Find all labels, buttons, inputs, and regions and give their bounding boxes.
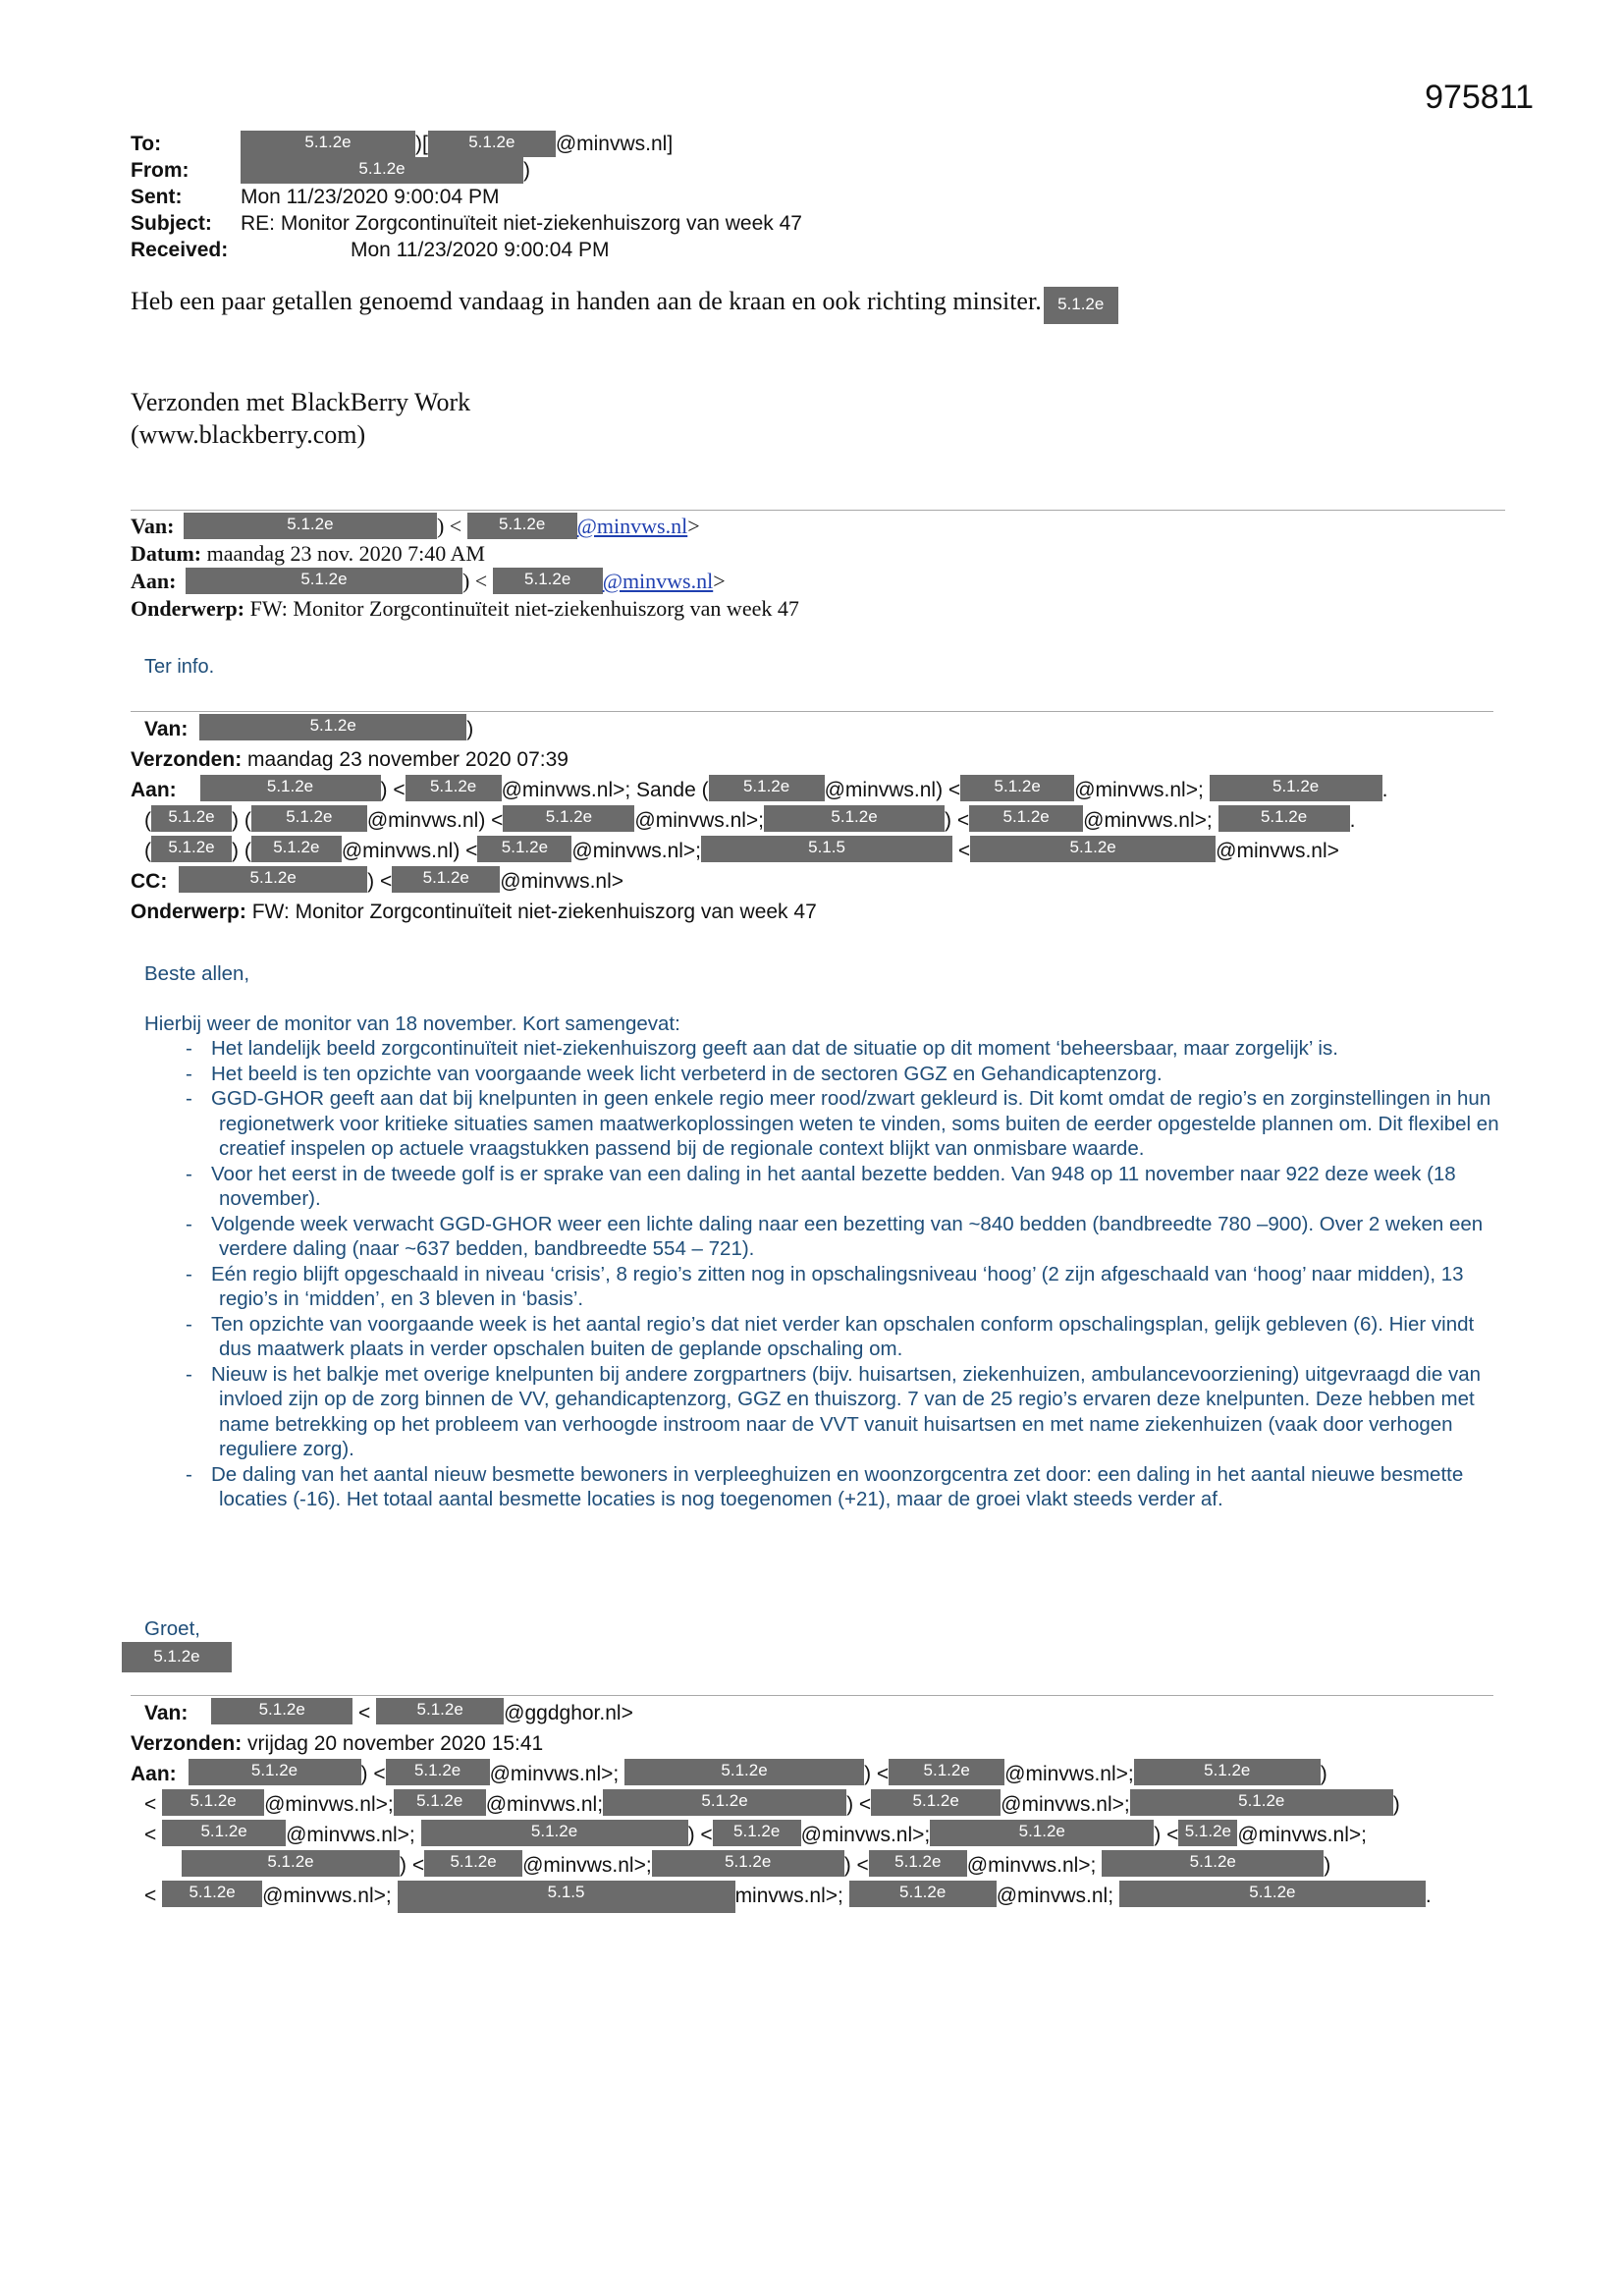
list-item: - GGD-GHOR geeft aan dat bij knelpunten in geen enkele regio meer rood/zwart gekleurd is. Dit komt omdat de regio’s en zorginstellingen in hun regionetwerk voor kritieke situaties samen maatwerkoplossingen weten te vinden, soms buiten de eerder opgestelde plannen om. Dit flexibel en creatief inspelen op actuele vraagstukken passend bij de regionale context blijkt van onmisbare waarde. [186, 1087, 1499, 1160]
van-label: Van: [131, 514, 175, 538]
sep: @minvws.nl>; [1001, 1793, 1130, 1816]
signature-line2: (www.blackberry.com) [131, 420, 366, 449]
van-label: Van: [144, 1702, 189, 1724]
sep: @minvws.nl> [1216, 840, 1339, 862]
email4-header [131, 1698, 1432, 1911]
from-label: From: [131, 159, 189, 182]
redaction: 5.1.2e [386, 1759, 490, 1785]
sep: ) ( [232, 809, 251, 832]
divider [131, 1695, 1493, 1696]
onderwerp-value: FW: Monitor Zorgcontinuïteit niet-ziekenhuiszorg van week 47 [249, 596, 799, 621]
redaction: 5.1.2e [424, 1850, 522, 1877]
sep: @minvws.nl) < [366, 809, 504, 832]
sep: < [144, 1824, 157, 1846]
redaction: 5.1.2e [182, 1850, 400, 1877]
sep: @minvws.nl> [500, 870, 624, 893]
list-item: - Ten opzichte van voorgaande week is het aantal regio’s dat niet verder kan opschalen conform opschalingsplan, gelijk gebleven (6). Hier vindt dus maatwerk plaats in verder opschalen buiten de geplande opschaling om. [186, 1312, 1475, 1360]
list-item-text: De daling van het aantal nieuw besmette bewoners in verpleeghuizen en woonzorgcentra zet door: een daling in het aantal nieuwe besmette locaties (-16). Het totaal aantal besmette locaties is nog toegenomen (+21), maar de groei vlakt steeds verder af. [211, 1462, 1464, 1510]
verzonden-label: Verzonden: [131, 748, 243, 771]
redaction: 5.1.2e [199, 714, 466, 740]
redaction: 5.1.2e [969, 805, 1083, 832]
sep: @minvws.nl>; [1004, 1763, 1134, 1785]
sep: @minvws.nl>; [634, 809, 765, 832]
sep: @minvws.nl>; [800, 1824, 931, 1846]
redaction: 5.1.2e [179, 866, 367, 893]
redaction: 5.1.2e [162, 1820, 286, 1846]
sep: ) < [945, 809, 970, 832]
verzonden-value: maandag 23 november 2020 07:39 [247, 748, 568, 771]
sep: @minvws.nl>; [571, 840, 702, 862]
datum-value: maandag 23 nov. 2020 7:40 AM [206, 541, 485, 566]
gt: > [687, 514, 700, 538]
sep: @minvws.nl>; [1083, 809, 1213, 832]
redaction: 5.1.2e [184, 513, 437, 539]
list-item-text: Voor het eerst in de tweede golf is er sprake van een daling in het aantal bezette bedden. Van 948 op 11 november naar 922 deze week (18 november). [211, 1162, 1456, 1210]
email2-header [131, 513, 799, 623]
aan-label: Aan: [131, 1763, 177, 1785]
divider [131, 510, 1505, 511]
sent-label: Sent: [131, 186, 183, 208]
gt: > [713, 569, 726, 593]
close-paren: ) [466, 718, 474, 740]
sep: ) < [400, 1854, 425, 1877]
email3-body [144, 961, 1499, 1512]
sep: @minvws.nl>; [489, 1763, 620, 1785]
separator: ) < [461, 569, 488, 593]
sep: < [358, 1702, 371, 1724]
redaction: 5.1.2e [394, 1789, 486, 1816]
redaction: 5.1.2e [503, 805, 634, 832]
sep: < [957, 840, 971, 862]
list-item: - Voor het eerst in de tweede golf is er sprake van een daling in het aantal bezette bedden. Van 948 op 11 november naar 922 deze week (18 november). [186, 1162, 1456, 1210]
email1-body [131, 287, 1118, 324]
sep: ) < [360, 1763, 386, 1785]
list-item-text: GGD-GHOR geeft aan dat bij knelpunten in geen enkele regio meer rood/zwart gekleurd is. Dit komt omdat de regio’s en zorginstellingen in hun regionetwerk voor kritieke situaties samen maatwerkoplossingen weten te vinden, soms buiten de eerder opgestelde plannen om. Dit flexibel en creatief inspelen op actuele vraagstukken passend bij de regionale context blijkt van onmisbare waarde. [211, 1087, 1499, 1160]
email3-header [131, 714, 1387, 927]
sep: @minvws.nl; [996, 1885, 1114, 1907]
redaction: 5.1.2e [428, 131, 556, 157]
redaction: 5.1.2e [1044, 287, 1118, 324]
redaction: 5.1.2e [869, 1850, 967, 1877]
sep: ) < [380, 779, 406, 801]
sep: ) [1320, 1763, 1327, 1785]
redaction: 5.1.2e [467, 513, 577, 539]
redaction: 5.1.2e [1134, 1759, 1321, 1785]
list-item-text: Het landelijk beeld zorgcontinuïteit niet-ziekenhuiszorg geeft aan dat de situatie op dit moment ‘beheersbaar, maar zorgelijk’ is. [211, 1037, 1338, 1060]
redaction: 5.1.2e [477, 836, 571, 862]
redaction: 5.1.2e [162, 1789, 264, 1816]
sep: ) [1324, 1854, 1331, 1877]
list-item: - Volgende week verwacht GGD-GHOR weer een lichte daling naar een bezetting van ~840 bedden (bandbreedte 780 –900). Over 2 weken een verdere daling (naar ~637 bedden, bandbreedte 554 – 721). [186, 1212, 1484, 1260]
list-item-text: Eén regio blijft opgeschaald in niveau ‘crisis’, 8 regio’s zitten nog in opschalingsniveau ‘hoog’ (2 zijn afgeschaald van ‘hoog’ naar midden), 13 regio’s in ‘midden’, en 3 bleven in ‘basis’. [211, 1262, 1464, 1310]
redaction: 5.1.5 [701, 836, 952, 862]
redaction: 5.1.2e [1130, 1789, 1393, 1816]
redaction: 5.1.2e [871, 1789, 1001, 1816]
list-item-text: Ten opzichte van voorgaande week is het aantal regio’s dat niet verder kan opschalen conform opschalingsplan, gelijk gebleven (6). Hier vindt dus maatwerk plaats in verder opschalen buiten de geplande opschaling om. [211, 1312, 1475, 1360]
redaction: 5.1.2e [241, 131, 415, 157]
subject-label: Subject: [131, 212, 212, 235]
sep: @minvws.nl>; [286, 1824, 415, 1846]
sep: @minvws.nl>; [1074, 779, 1204, 801]
redaction: 5.1.2e [713, 1820, 801, 1846]
redaction: 5.1.2e [122, 1642, 232, 1672]
redaction: 5.1.5 [398, 1881, 735, 1913]
separator: ) < [436, 514, 462, 538]
van-label: Van: [144, 718, 189, 740]
redaction: 5.1.2e [251, 836, 342, 862]
sep: @minvws.nl) < [341, 840, 478, 862]
closing: Groet, [144, 1617, 200, 1640]
subject-value: RE: Monitor Zorgcontinuïteit niet-ziekenhuiszorg van week 47 [241, 212, 802, 235]
aan-label: Aan: [131, 569, 177, 593]
sep: < [144, 1885, 157, 1907]
document-number: 975811 [1425, 79, 1534, 116]
sep: ( [144, 840, 151, 862]
redaction: 5.1.2e [392, 866, 500, 893]
list-item: - Nieuw is het balkje met overige knelpunten bij andere zorgpartners (bijv. huisartsen, ziekenhuizen, ambulancevoorziening) uitgevraagd die van invloed zijn op de zorg binnen de VV, gehandicaptenzorg, GGZ en thuiszorg. 7 van de 25 regio’s ervaren deze knelpunten. Deze hebben met name betrekking op het probleem van verhoogde instroom naar de VVT vanuit huisartsen en met name ziekenhuizen (vaak door verhogen reguliere zorg). [186, 1362, 1482, 1460]
greeting: Beste allen, [144, 962, 250, 985]
to-separator: )[ [415, 133, 428, 155]
sep: @minvws.nl) < [824, 779, 961, 801]
onderwerp-label: Onderwerp: [131, 901, 246, 923]
verzonden-value: vrijdag 20 november 2020 15:41 [247, 1732, 544, 1755]
sep: ( [144, 809, 151, 832]
sep: @minvws.nl>; [264, 1793, 394, 1816]
email2-body: Ter info. [144, 656, 215, 678]
sent-value: Mon 11/23/2020 9:00:04 PM [241, 186, 500, 208]
list-item: - De daling van het aantal nieuw besmette bewoners in verpleeghuizen en woonzorgcentra zet door: een daling in het aantal nieuwe besmette locaties (-16). Het totaal aantal besmette locaties is nog toegenomen (+21), maar de groei vlakt steeds verder af. [186, 1462, 1464, 1510]
received-value: Mon 11/23/2020 9:00:04 PM [351, 239, 610, 261]
redaction: 5.1.2e [1102, 1850, 1324, 1877]
email1-signature [131, 386, 470, 451]
redaction: 5.1.2e [200, 775, 381, 801]
email-link[interactable]: @minvws.nl [602, 569, 714, 593]
redaction: 5.1.2e [1218, 805, 1350, 832]
sep: @minvws.nl>; [262, 1885, 392, 1907]
redaction: 5.1.2e [652, 1850, 844, 1877]
summary-list [144, 1036, 1499, 1512]
list-item: - Het beeld is ten opzichte van voorgaande week licht verbeterd in de sectoren GGZ en Gehandicaptenzorg. [186, 1062, 1163, 1085]
sep: . [1425, 1885, 1432, 1907]
redaction: 5.1.2e [624, 1759, 864, 1785]
redaction: 5.1.2e [421, 1820, 688, 1846]
sep: < [144, 1793, 157, 1816]
email1-body-text: Heb een paar getallen genoemd vandaag in handen aan de kraan en ook richting minsiter. [131, 287, 1042, 315]
sep: @minvws.nl>; [1237, 1824, 1367, 1846]
redaction: 5.1.2e [930, 1820, 1154, 1846]
list-item-text: Nieuw is het balkje met overige knelpunten bij andere zorgpartners (bijv. huisartsen, ziekenhuizen, ambulancevoorziening) uitgevraagd die van invloed zijn op de zorg binnen de VV, gehandicaptenzorg, GGZ en thuiszorg. 7 van de 25 regio’s ervaren deze knelpunten. Deze hebben met name betrekking op het probleem van verhoogde instroom naar de VVT vanuit huisartsen en met name ziekenhuizen (vaak door verhogen reguliere zorg). [211, 1362, 1482, 1460]
redaction: 5.1.2e [151, 805, 232, 832]
onderwerp-value: FW: Monitor Zorgcontinuïteit niet-ziekenhuiszorg van week 47 [251, 901, 817, 923]
to-domain: @minvws.nl] [555, 133, 674, 155]
redaction: 5.1.2e [151, 836, 232, 862]
signature-line1: Verzonden met BlackBerry Work [131, 388, 471, 416]
redaction: 5.1.2e [1210, 775, 1382, 801]
sep: . [1381, 779, 1388, 801]
redaction: 5.1.2e [493, 568, 603, 594]
redaction: 5.1.2e [251, 805, 367, 832]
onderwerp-label: Onderwerp: [131, 596, 245, 621]
sep: @minvws.nl>; [522, 1854, 652, 1877]
sep: ) < [367, 870, 393, 893]
intro: Hierbij weer de monitor van 18 november. Kort samengevat: [144, 1011, 680, 1035]
verzonden-label: Verzonden: [131, 1732, 243, 1755]
to-label: To: [131, 133, 162, 155]
redaction: 5.1.2e [764, 805, 945, 832]
from-close: ) [523, 159, 530, 182]
redaction: 5.1.2e [849, 1881, 997, 1907]
sep: minvws.nl>; [734, 1885, 843, 1907]
redaction: 5.1.2e [406, 775, 502, 801]
redaction: 5.1.2e [241, 157, 523, 184]
sep: ) < [843, 1854, 869, 1877]
sep: ) < [846, 1793, 872, 1816]
redaction: 5.1.2e [376, 1698, 504, 1724]
sep: ) ( [232, 840, 251, 862]
redaction: 5.1.2e [189, 1759, 361, 1785]
sep: ) < [1154, 1824, 1179, 1846]
redaction: 5.1.2e [960, 775, 1074, 801]
redaction: 5.1.2e [1178, 1820, 1237, 1846]
van-domain: @ggdghor.nl> [504, 1702, 633, 1724]
sep: ) [1392, 1793, 1400, 1816]
sep: . [1349, 809, 1356, 832]
redaction: 5.1.2e [889, 1759, 1004, 1785]
list-item: - Het landelijk beeld zorgcontinuïteit niet-ziekenhuiszorg geeft aan dat de situatie op dit moment ‘beheersbaar, maar zorgelijk’ is. [186, 1037, 1338, 1060]
sep: ) < [864, 1763, 890, 1785]
redaction: 5.1.2e [709, 775, 825, 801]
email-link[interactable]: @minvws.nl [576, 514, 688, 538]
redaction: 5.1.2e [970, 836, 1216, 862]
sep: @minvws.nl; [485, 1793, 604, 1816]
sep: @minvws.nl>; Sande ( [501, 779, 709, 801]
datum-label: Datum: [131, 541, 202, 566]
list-item: - Eén regio blijft opgeschaald in niveau ‘crisis’, 8 regio’s zitten nog in opschalingsniveau ‘hoog’ (2 zijn afgeschaald van ‘hoog’ naar midden), 13 regio’s in ‘midden’, en 3 bleven in ‘basis’. [186, 1262, 1464, 1310]
cc-label: CC: [131, 870, 168, 893]
redaction: 5.1.2e [186, 568, 462, 594]
redaction: 5.1.2e [1119, 1881, 1426, 1907]
aan-label: Aan: [131, 779, 177, 801]
sep: @minvws.nl>; [966, 1854, 1097, 1877]
email1-header [131, 131, 802, 263]
redaction: 5.1.2e [603, 1789, 846, 1816]
redaction: 5.1.2e [211, 1698, 352, 1724]
divider [131, 711, 1493, 712]
received-label: Received: [131, 239, 229, 261]
list-item-text: Volgende week verwacht GGD-GHOR weer een lichte daling naar een bezetting van ~840 bedden (bandbreedte 780 –900). Over 2 weken een verdere daling (naar ~637 bedden, bandbreedte 554 – 721). [211, 1212, 1484, 1260]
list-item-text: Het beeld is ten opzichte van voorgaande week licht verbeterd in de sectoren GGZ en Gehandicaptenzorg. [211, 1062, 1163, 1085]
redaction: 5.1.2e [162, 1881, 262, 1907]
sep: ) < [687, 1824, 713, 1846]
